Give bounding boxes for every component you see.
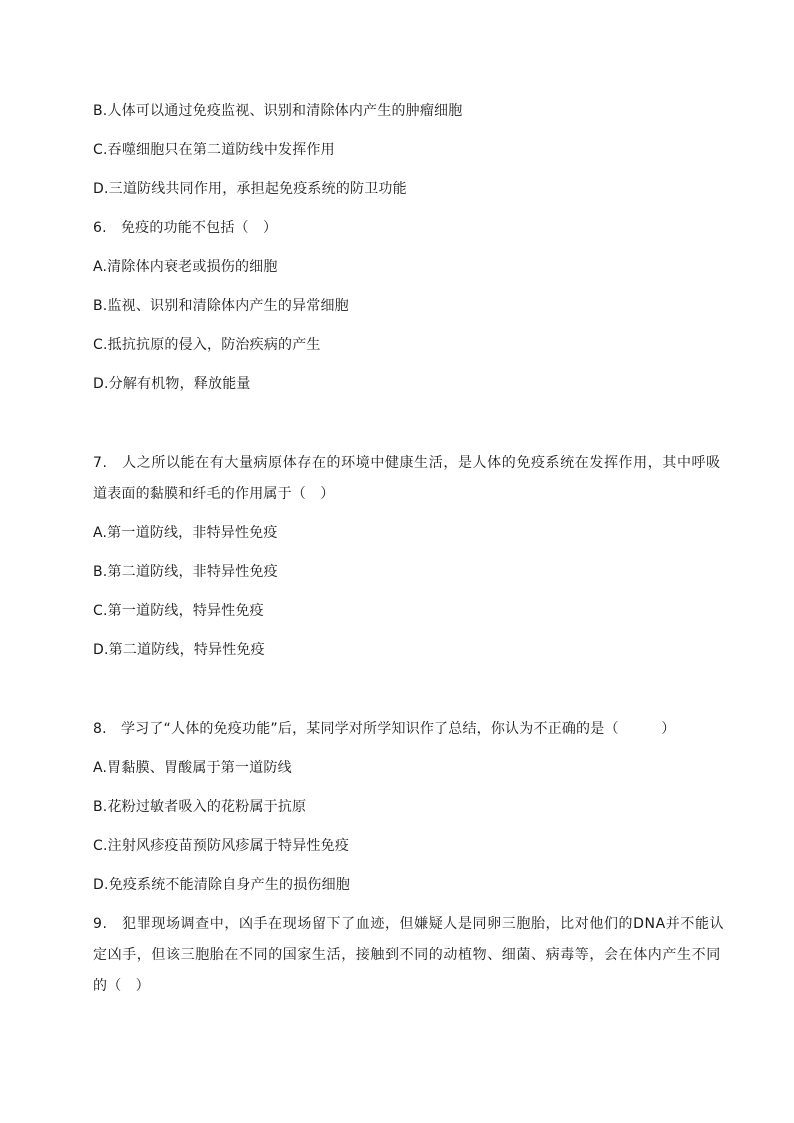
q7-option-c: C.第一道防线，特异性免疫 [93,603,264,619]
q8-stem: 8. 学习了“人体的免疫功能”后，某同学对所学知识作了总结，你认为不正确的是（ ） [93,721,676,737]
q7-option-b: B.第二道防线，非特异性免疫 [93,564,278,580]
q7-stem-line1: 7. 人之所以能在有大量病原体存在的环境中健康生活，是人体的免疫系统在发挥作用，其中呼吸 [93,455,721,471]
q9-stem-line3: 的（ ） [93,978,150,994]
q6-option-b: B.监视、识别和清除体内产生的异常细胞 [93,298,349,314]
q8-option-c: C.注射风疹疫苗预防风疹属于特异性免疫 [93,838,350,854]
q5-option-d: D.三道防线共同作用，承担起免疫系统的防卫功能 [93,181,407,197]
q6-option-a: A.清除体内衰老或损伤的细胞 [93,259,278,275]
q9-stem-line2: 定凶手，但该三胞胎在不同的国家生活，接触到不同的动植物、细菌、病毒等，会在体内产生不同 [93,947,721,963]
q6-stem: 6. 免疫的功能不包括（ ） [93,220,278,236]
q6-option-d: D.分解有机物，释放能量 [93,376,251,392]
q8-option-a: A.胃黏膜、胃酸属于第一道防线 [93,760,292,776]
q7-option-d: D.第二道防线，特异性免疫 [93,642,265,658]
q5-option-c: C.吞噬细胞只在第二道防线中发挥作用 [93,142,335,158]
q7-option-a: A.第一道防线，非特异性免疫 [93,525,278,541]
q9-stem-line1: 9. 犯罪现场调查中，凶手在现场留下了血迹，但嫌疑人是同卵三胞胎，比对他们的DNA并不能认 [93,916,725,932]
q8-option-d: D.免疫系统不能清除自身产生的损伤细胞 [93,877,351,893]
q5-option-b: B.人体可以通过免疫监视、识别和清除体内产生的肿瘤细胞 [93,103,463,119]
q7-stem-line2: 道表面的黏膜和纤毛的作用属于（ ） [93,486,335,502]
q6-option-c: C.抵抗抗原的侵入，防治疾病的产生 [93,337,321,353]
q8-option-b: B.花粉过敏者吸入的花粉属于抗原 [93,799,307,815]
